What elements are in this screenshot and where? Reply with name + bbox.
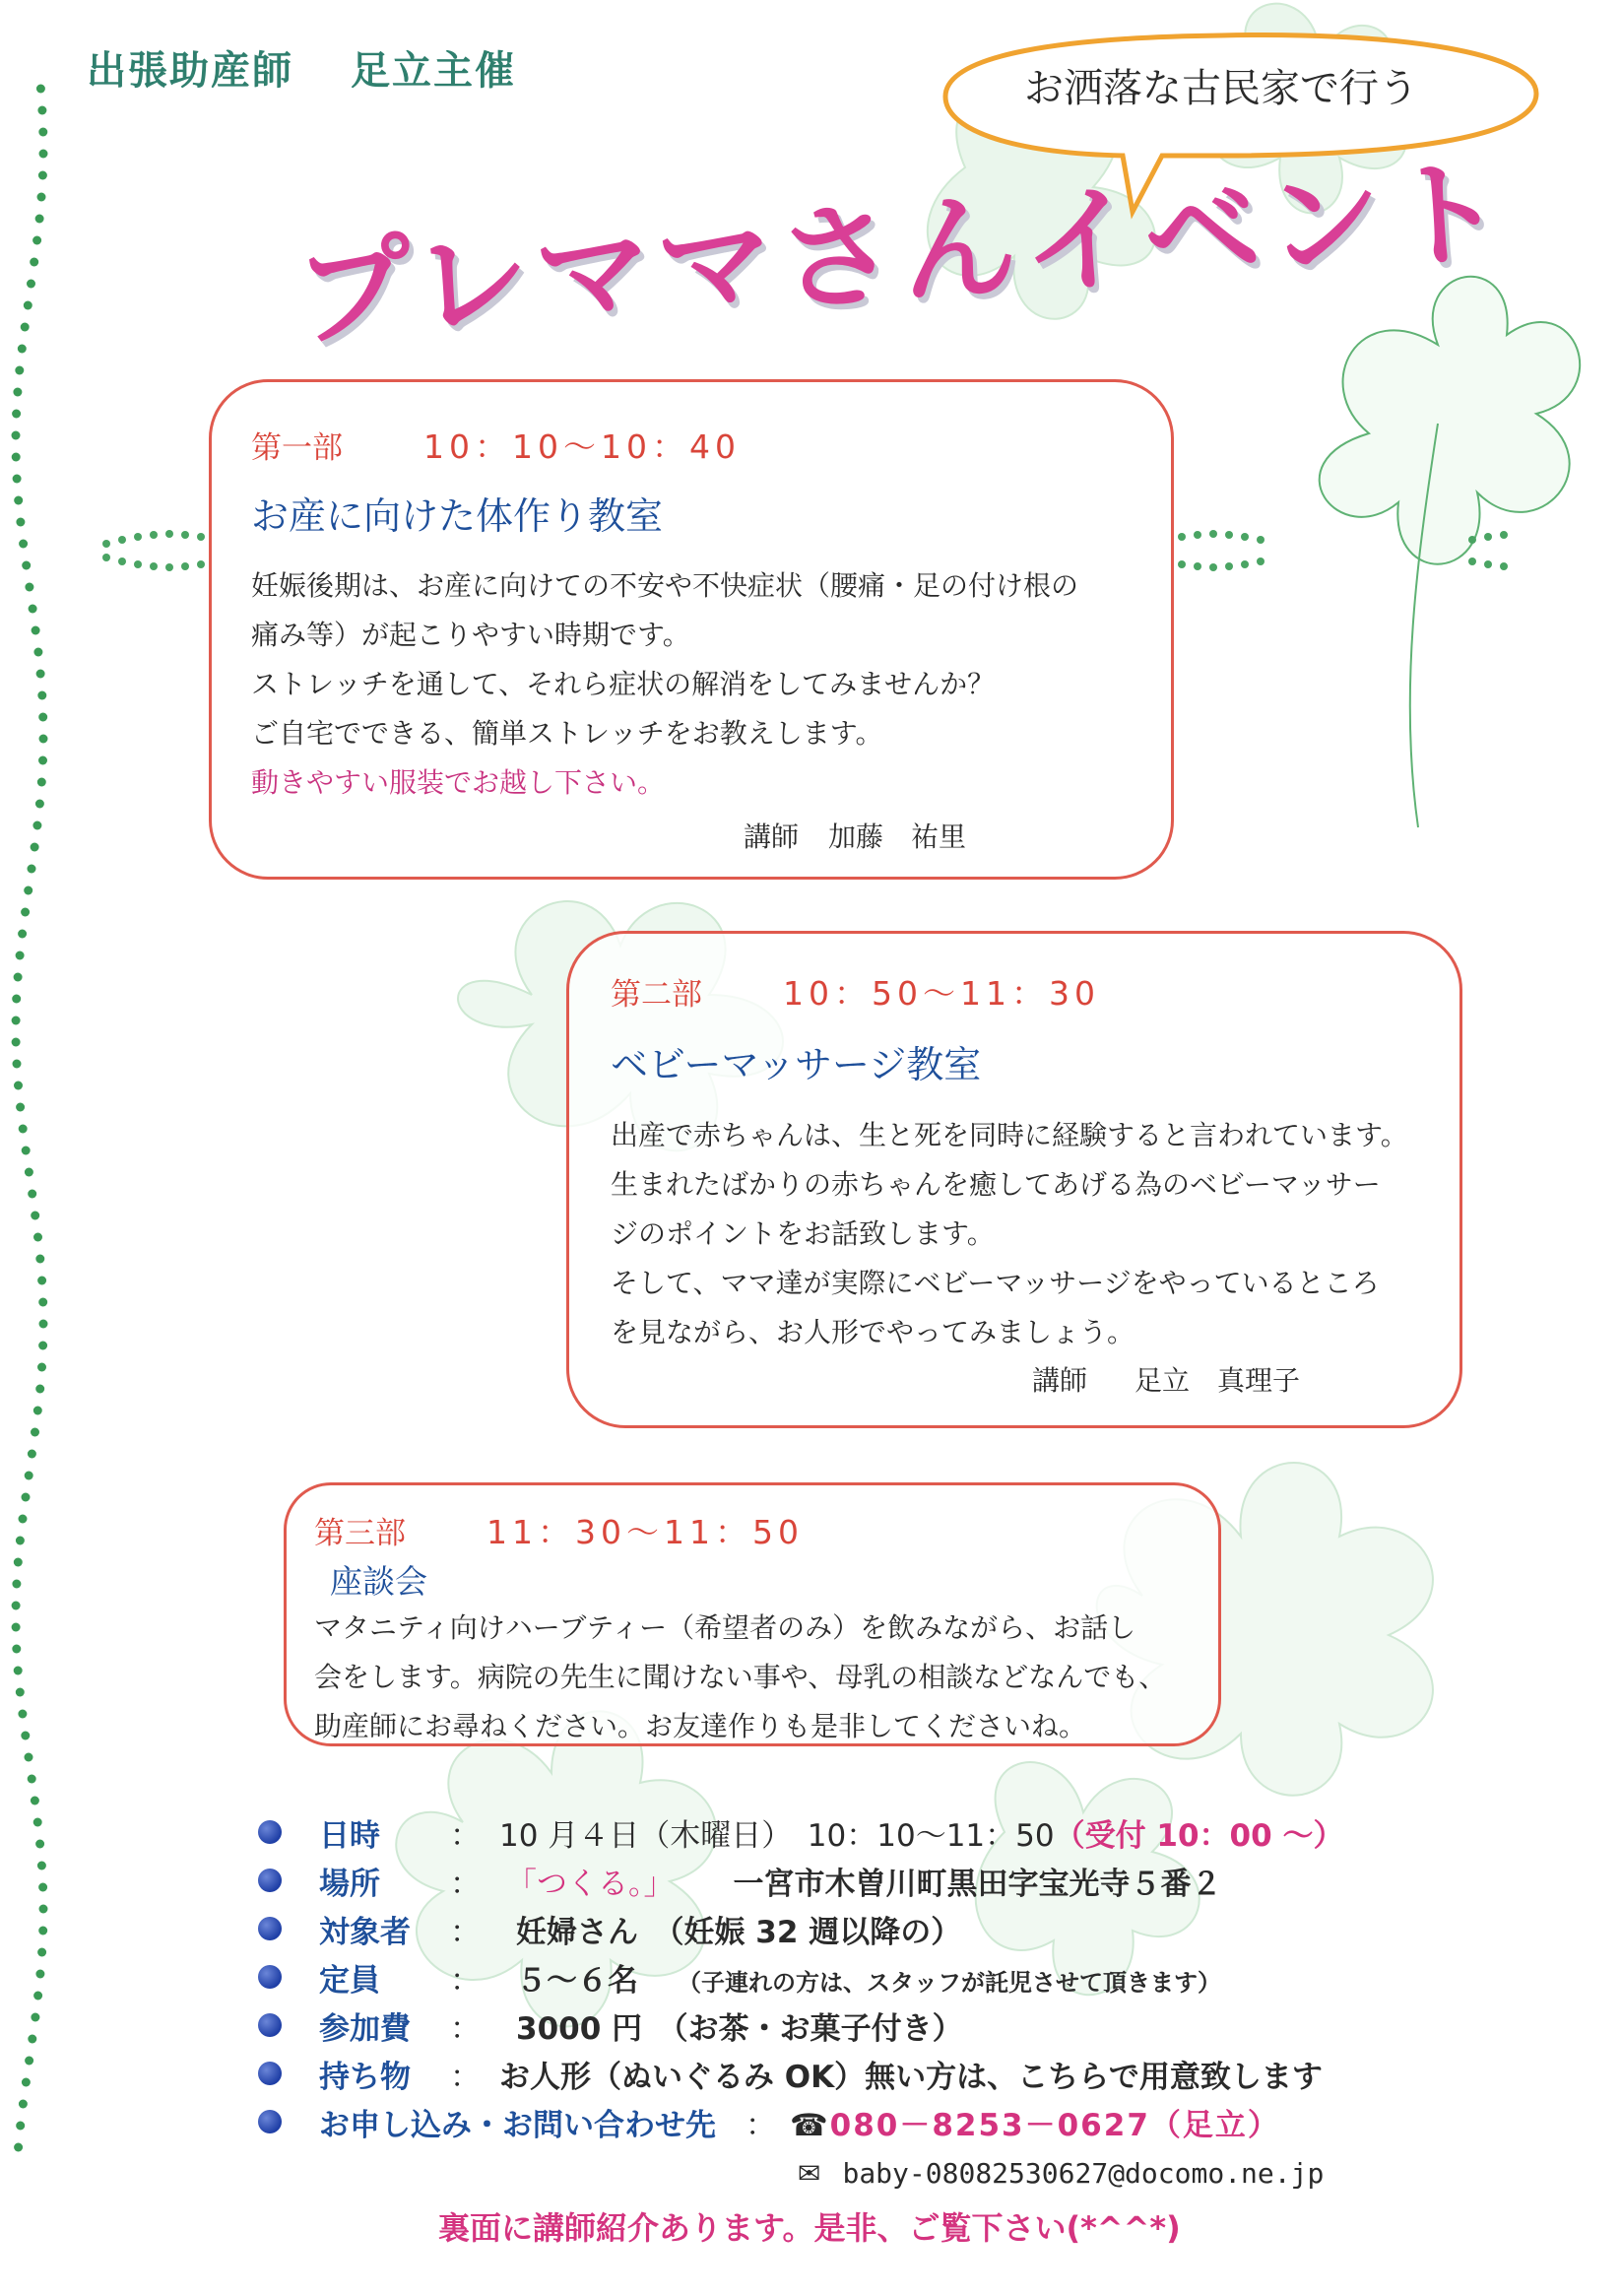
event-title: プレママさんイベント [291, 142, 1515, 363]
session-2-line: そして、ママ達が実際にベビーマッサージをやっているところ [611, 1267, 1380, 1299]
session-3-header [314, 1507, 804, 1553]
place-name [506, 1859, 1222, 1903]
organizer-text: 出張助産師 [87, 48, 293, 94]
session-2-header [611, 968, 1100, 1015]
capacity-note: （子連れの方は、スタッフが託児させて頂きます） [678, 1969, 1221, 1997]
contact-email[interactable] [798, 2157, 1324, 2190]
session-2-time: 10：50～11：30 [783, 974, 1100, 1013]
contact-label: お申し込み・お問い合わせ先 [319, 2108, 716, 2143]
colon: ： [450, 1915, 481, 1950]
place-address: 一宮市木曽川町黒田字宝光寺５番２ [733, 1867, 1222, 1902]
session-2-line: 出産で赤ちゃんは、生と死を同時に経験すると言われています。 [611, 1119, 1408, 1151]
colon: ： [450, 1867, 481, 1902]
session-3-part: 第三部 [314, 1516, 406, 1551]
email-address: baby-08082530627@docomo.ne.jp [842, 2157, 1325, 2190]
target-value: 妊婦さん （妊娠 32 週以降の） [516, 1915, 962, 1950]
bullet-dot-icon [258, 2013, 282, 2037]
fee-label: 参加費 [319, 2011, 411, 2047]
target-label: 対象者 [319, 1915, 411, 1950]
session-1-line: 痛み等）が起こりやすい時期です。 [251, 619, 690, 651]
contact-phone[interactable] [790, 2100, 1280, 2144]
session-1-line: ご自宅でできる、簡単ストレッチをお教えします。 [251, 717, 883, 750]
session-2-teacher [1032, 1359, 1300, 1399]
host-text: 足立主催 [351, 48, 516, 94]
colon: ： [450, 2060, 481, 2095]
session-1-title: お産に向けた体作り教室 [251, 494, 664, 538]
session-1-line: ストレッチを通して、それら症状の解消をしてみませんか？ [251, 668, 996, 700]
capacity-value [516, 1955, 1221, 2000]
telephone-icon: ☎ [790, 2108, 830, 2143]
place-name-text: 「つくる。」 [506, 1867, 675, 1902]
session-3-line: 会をします。病院の先生に聞けない事や、母乳の相談などなんでも、 [314, 1661, 1167, 1693]
date-label: 日時 [319, 1818, 380, 1854]
bullet-dot-icon [258, 1820, 282, 1844]
teacher-label: 講師 [1032, 1364, 1088, 1397]
bullet-dot-icon [258, 1869, 282, 1892]
dotted-garland-left [102, 530, 205, 571]
footer-note: 裏面に講師紹介あります。是非、ご覧下さい(*^^*) [438, 2209, 1181, 2247]
session-3-line: 助産師にお尋ねください。お友達作りも是非してくださいね。 [314, 1710, 1087, 1742]
session-2-line: を見ながら、お人形でやってみましょう。 [611, 1316, 1135, 1348]
colon: ： [450, 2011, 481, 2047]
session-1-teacher [744, 816, 966, 855]
teacher-name: 足立 真理子 [1135, 1364, 1301, 1397]
session-3-title: 座談会 [330, 1562, 427, 1601]
session-1-header [251, 422, 741, 468]
clover-decoration-right [1320, 277, 1580, 827]
mail-icon: ✉ [798, 2157, 821, 2190]
items-value: お人形（ぬいぐるみ OK）無い方は、こちらで用意致します [499, 2060, 1323, 2095]
session-1-time: 10：10～10：40 [423, 427, 741, 466]
place-label: 場所 [319, 1867, 380, 1902]
teacher-label: 講師 [744, 820, 800, 853]
reception-time: （受付 10：00 ～） [1054, 1818, 1344, 1854]
session-1-part: 第一部 [251, 430, 343, 466]
session-2-title: ベビーマッサージ教室 [611, 1043, 982, 1086]
session-2-part: 第二部 [611, 977, 702, 1013]
date-value [499, 1810, 1343, 1855]
organizer-heading [87, 39, 516, 96]
session-1-note: 動きやすい服装でお越し下さい。 [251, 766, 666, 799]
dotted-vine-decoration [12, 85, 48, 2152]
bullet-dot-icon [258, 2062, 282, 2085]
capacity-label: 定員 [319, 1963, 380, 1999]
date-text: 10 月４日（木曜日） 10：10～11：50 [499, 1818, 1055, 1854]
bubble-text: お洒落な古民家で行う [1024, 66, 1418, 111]
fee-value: 3000 円 （お茶・お菓子付き） [516, 2011, 963, 2047]
session-2-line: ジのポイントをお話致します。 [611, 1217, 995, 1250]
session-2-description [611, 1111, 1408, 1357]
session-3-line: マタニティ向けハーブティー（希望者のみ）を飲みながら、お話し [314, 1611, 1136, 1644]
session-3-description [314, 1604, 1166, 1751]
session-3-box [284, 1482, 1221, 1746]
items-label: 持ち物 [319, 2060, 411, 2095]
session-2-line: 生まれたばかりの赤ちゃんを癒してあげる為のベビーマッサー [611, 1168, 1381, 1201]
bullet-dot-icon [258, 1917, 282, 1940]
session-1-box [209, 379, 1174, 880]
bullet-dot-icon [258, 1965, 282, 1989]
session-2-box [566, 931, 1462, 1428]
colon: ： [746, 2108, 776, 2143]
capacity-text: ５～６名 [516, 1963, 638, 1999]
colon: ： [450, 1818, 481, 1854]
session-1-line: 妊娠後期は、お産に向けての不安や不快症状（腰痛・足の付け根の [251, 569, 1079, 602]
bullet-dot-icon [258, 2110, 282, 2133]
session-1-description [251, 561, 1078, 808]
session-3-time: 11：30～11：50 [486, 1513, 804, 1551]
teacher-name: 加藤 祐里 [828, 820, 967, 853]
phone-number: 080－8253－0627（足立） [829, 2108, 1280, 2143]
colon: ： [450, 1963, 481, 1999]
